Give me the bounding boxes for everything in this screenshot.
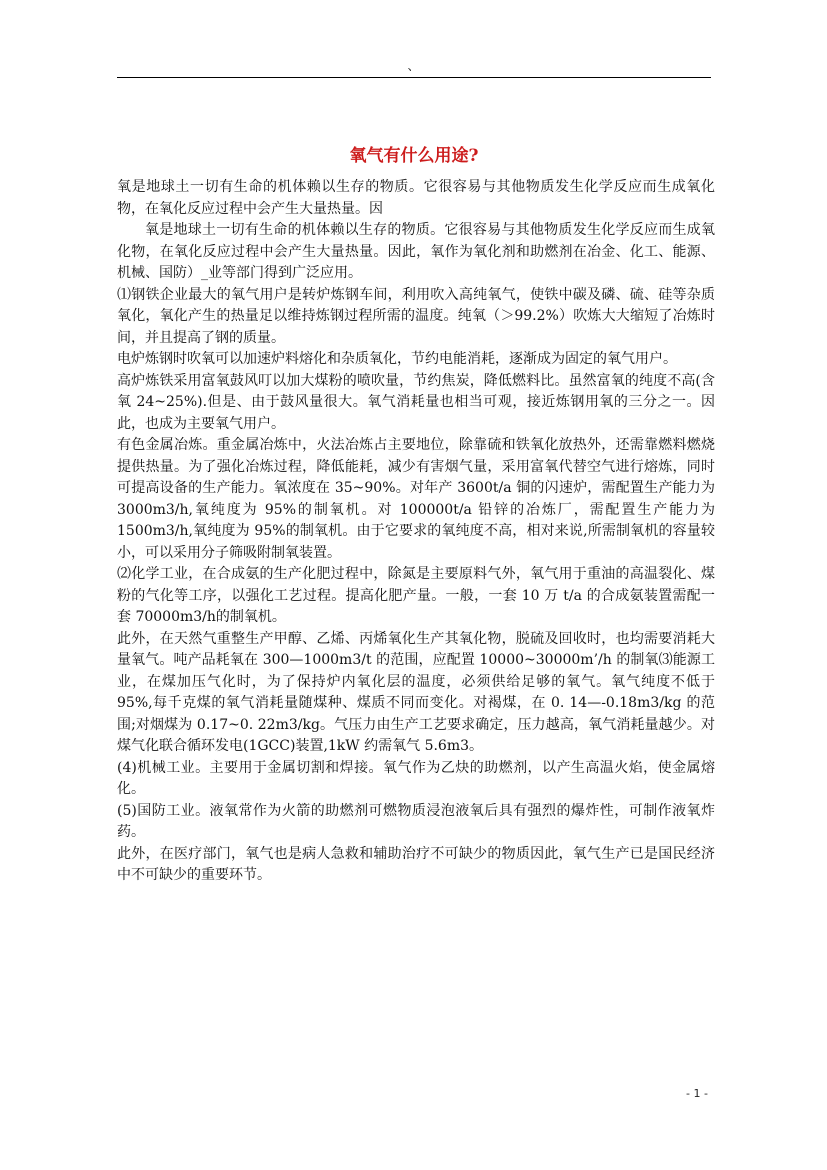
paragraph-electric-furnace: 电炉炼钢时吹氧可以加速炉料熔化和杂质氧化，节约电能消耗，逐渐成为固定的氧气用户。 [117,351,677,367]
paragraph-machinery: (4)机械工业。主要用于金属切割和焊接。氧气作为乙炔的助燃剂，以产生高温火焰，使金属熔化。 [117,759,715,797]
header-rule [117,77,711,78]
paragraph-energy: 此外，在天然气重整生产甲醇、乙烯、丙烯氧化生产其氧化物，脱硫及回收时，也均需要消耗大量氧气。吨产品耗氧在 300—1000m3/t 的范围，应配置 10000~30000m’/h 的制氧⑶能源工业，在煤加压气化时，为了保持炉内氧化层的温度，必须供给足够的氧气。氧气纯度不低于 95%,每千克煤的氧气消耗量随煤种、煤质不同而变化。对褐煤，在 0. 14—-0.18m3/kg 的范围;对烟煤为 0.17~0. 22m3/kg。气压力由生产工艺要求确定，压力越高，氧气消耗量越少。对煤气化联合循环发电(1GCC)装置,1kW 约需氧气 5.6m3。 [117,630,715,754]
page-number: - 1 - [686,1087,708,1100]
paragraph-intro: 氧是地球土一切有生命的机体赖以生存的物质。它很容易与其他物质发生化学反应而生成氧化物，在氧化反应过程中会产生大量热量。因此，氧作为氧化剂和助燃剂在冶金、化工、能源、机械、国防）_业等部门得到广泛应用。 [117,222,715,281]
paragraph-intro-fragment: 氧是地球土一切有生命的机体赖以生存的物质。它很容易与其他物质发生化学反应而生成氧化物，在氧化反应过程中会产生大量热量。因 [117,179,715,217]
document-body [117,177,715,887]
document-title: 氧气有什么用途? [349,146,479,166]
paragraph-nonferrous: 有色金属冶炼。重金属冶炼中，火法冶炼占主要地位，除靠硫和铁氧化放热外，还需靠燃料燃烧提供热量。为了强化冶炼过程，降低能耗，减少有害烟气量，采用富氧代替空气进行熔炼，同时可提高设备的生产能力。氧浓度在 35~90%。对年产 3600t/a 铜的闪速炉，需配置生产能力为 3000m3/h,氧纯度为 95%的制氧机。对 100000t/a 铅锌的冶炼厂，需配置生产能力为1500m3/h,氧纯度为 95%的制氧机。由于它要求的氧纯度不高，相对来说,所需制氧机的容量较小，可以采用分子筛吸附制氧装置。 [117,437,715,561]
paragraph-defense: (5)国防工业。液氧常作为火箭的助燃剂可燃物质浸泡液氧后具有强烈的爆炸性，可制作液氧炸药。 [117,802,715,840]
paragraph-chemical: ⑵化学工业，在合成氨的生产化肥过程中，除氮是主要原料气外，氧气用于重油的高温裂化、煤粉的气化等工序，以强化工艺过程。提高化肥产量。一般，一套 10 万 t/a 的合成氨装置需配一套 70000m3/h的制氧机。 [117,566,715,625]
paragraph-blast-furnace: 高炉炼铁采用富氧鼓风叮以加大煤粉的喷吹量，节约焦炭，降低燃料比。虽然富氧的纯度不高(含氧 24~25%).但是、由于鼓风量很大。氧气消耗量也相当可观，接近炼钢用氧的三分之一。因此，也成为主要氧气用户。 [117,372,715,432]
paragraph-steel-converter: ⑴钢铁企业最大的氧气用户是转炉炼钢车间，利用吹入高纯氧气，使铁中碳及磷、硫、硅等杂质氧化，氧化产生的热量足以维持炼钢过程所需的温度。纯氧（＞99.2%）吹炼大大缩短了冶炼时间，并且提高了钢的质量。 [117,286,715,346]
paragraph-medical: 此外，在医疗部门，氧气也是病人急救和辅助治疗不可缺少的物质因此，氧气生产已是国民经济中不可缺少的重要环节。 [117,845,715,883]
header-mark: 、 [407,59,420,73]
